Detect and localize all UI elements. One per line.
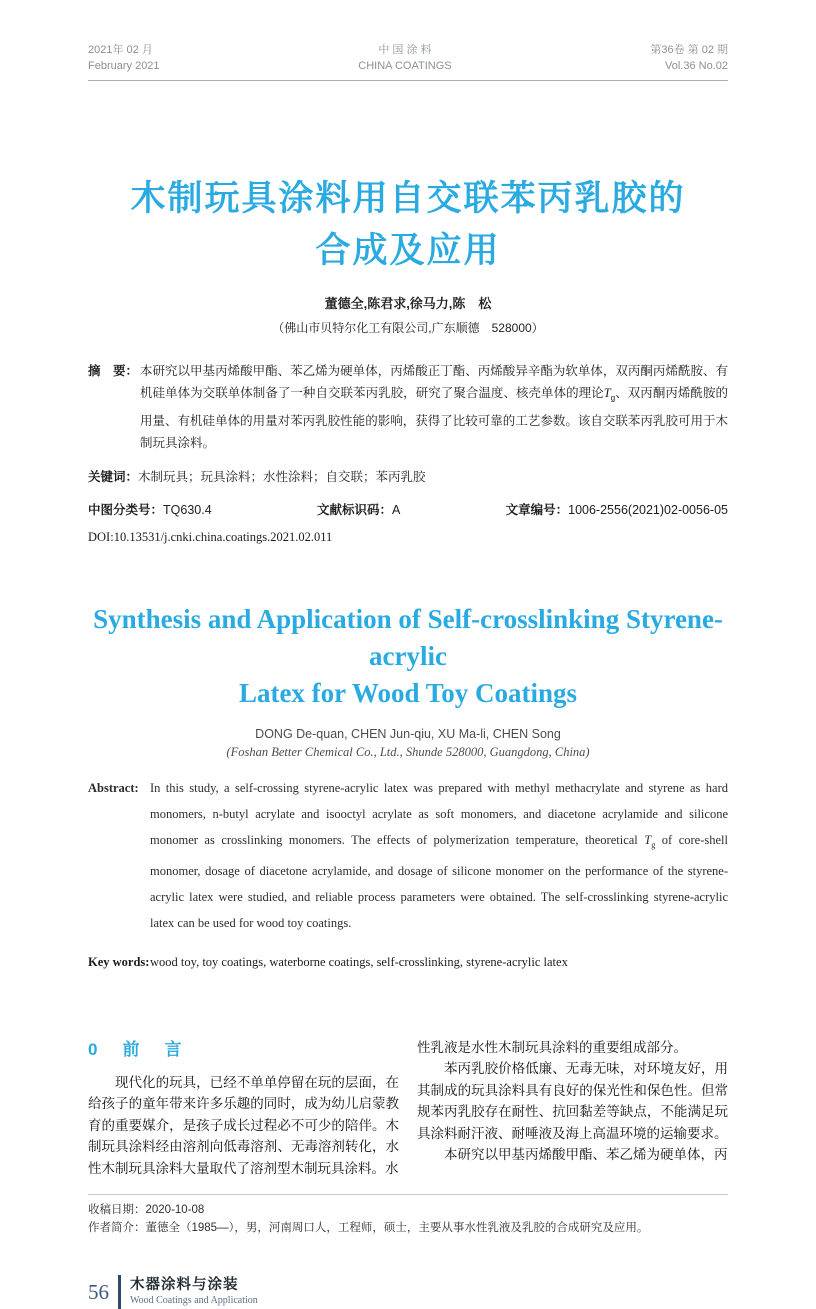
author-bio-line xyxy=(88,1220,728,1238)
header-volume-info xyxy=(650,42,728,74)
footer-divider-bar xyxy=(118,1275,121,1309)
clc-label: 中图分类号： xyxy=(88,502,164,517)
volume-info-cn: 第36卷 第 02 期 xyxy=(650,44,728,56)
abstract-cn-text-2: 、双丙酮丙烯酰胺的用量、有机硅单体的用量对苯丙乳胶性能的影响，获得了比较可靠的工艺参数。该自交联苯丙乳胶可用于木制玩具涂料。 xyxy=(140,386,728,450)
issue-date-en: February 2021 xyxy=(88,60,160,72)
keywords-en-label: Key words: xyxy=(88,954,150,969)
author-bio-text: 董德全（1985—），男，河南周口人，工程师，硕士，主要从事水性乳液及乳胶的合成研究及应用。 xyxy=(145,1221,649,1234)
issue-date-cn: 2021年 02 月 xyxy=(88,44,153,56)
document-code-label: 文献标识码： xyxy=(316,502,392,517)
affiliation-en: (Foshan Better Chemical Co., Ltd., Shunde 528000, Guangdong, China) xyxy=(226,744,590,759)
abstract-cn xyxy=(88,360,728,454)
clc-value: TQ630.4 xyxy=(163,502,212,517)
abstract-en xyxy=(88,775,728,937)
affiliation-cn: （佛山市贝特尔化工有限公司,广东顺德 528000） xyxy=(272,321,544,335)
footer-column-en: Wood Coatings and Application xyxy=(130,1295,258,1306)
authors-en: DONG De-quan, CHEN Jun-qiu, XU Ma-li, CHEN Song xyxy=(255,726,561,741)
authors-cn: 董德全,陈君求,徐马力,陈 松 xyxy=(324,296,492,311)
tg-subscript: g xyxy=(610,393,616,403)
keywords-cn xyxy=(88,466,728,488)
keywords-cn-text: 木制玩具；玩具涂料；水性涂料；自交联；苯丙乳胶 xyxy=(138,470,426,484)
header-journal-name xyxy=(358,42,451,74)
article-number-value: 1006-2556(2021)02-0056-05 xyxy=(568,502,728,517)
clc-number xyxy=(88,501,212,519)
footer-column-cn: 木器涂料与涂装 xyxy=(130,1277,239,1293)
abstract-en-text-1: In this study, a self-crossing styrene-acrylic latex was prepared with methyl methacrylate and styrene as hard monomers, n-butyl acrylate and isooctyl acrylate as soft monomers, and diacetone acrylamide and silicone monomer as crosslinking monomers. The effects of polymerization temperature, theoretical xyxy=(150,780,728,847)
body-paragraph: 性乳液是水性木制玩具涂料的重要组成部分。 xyxy=(417,1039,687,1055)
document-code-value: A xyxy=(391,502,401,517)
article-title-cn xyxy=(88,173,728,277)
tg-subscript-en: g xyxy=(651,840,656,849)
journal-header xyxy=(88,42,728,81)
abstract-en-text-2: of core-shell monomer, dosage of diacetone acrylamide, and dosage of silicone monomer on the performance of the styrene-acrylic latex were studied, and reliable process parameters were obtained. The self-crosslinking styrene-acrylic latex can be used for wood toy coatings. xyxy=(150,832,728,930)
doi: DOI:10.13531/j.cnki.china.coatings.2021.02.011 xyxy=(88,529,333,544)
abstract-cn-text-1: 本研究以甲基丙烯酸甲酯、苯乙烯为硬单体，丙烯酸正丁酯、丙烯酸异辛酯为软单体，双丙酮丙烯酰胺、有机硅单体为交联单体制备了一种自交联苯丙乳胶，研究了聚合温度、核壳单体的理论 xyxy=(140,364,728,400)
abstract-en-label: Abstract: xyxy=(88,780,139,795)
article-title-en-line1: Synthesis and Application of Self-crosslinking Styrene-acrylic xyxy=(93,603,723,671)
body-paragraph: 苯丙乳胶价格低廉、无毒无味，对环境友好，用其制成的玩具涂料具有良好的保光性和保色性。但常规苯丙乳胶存在耐性、抗回黏差等缺点，不能满足玩具涂料耐汗液、耐唾液及海上高温环境的运输要求。 xyxy=(417,1061,728,1141)
article-title-cn-line2: 合成及应用 xyxy=(315,231,501,270)
body-paragraph: 本研究以甲基丙烯酸甲酯、苯乙烯为硬单体，丙 xyxy=(444,1147,728,1162)
article-number-label: 文章编号： xyxy=(505,502,569,517)
received-date-line xyxy=(88,1202,728,1220)
author-bio-label: 作者简介： xyxy=(88,1221,146,1234)
received-date-label: 收稿日期： xyxy=(88,1204,146,1216)
body-column-right xyxy=(417,1037,728,1180)
page-number: 56 xyxy=(88,1279,109,1304)
footer-column-title xyxy=(130,1277,258,1307)
tg-symbol-en: T xyxy=(644,832,652,847)
keywords-en xyxy=(88,949,728,975)
keywords-cn-label: 关键词： xyxy=(88,470,139,484)
page-footer xyxy=(88,1275,728,1309)
body-columns xyxy=(88,1037,728,1180)
section-heading-intro: 0 前 言 xyxy=(88,1039,186,1059)
volume-info-en: Vol.36 No.02 xyxy=(665,60,728,72)
article-title-en xyxy=(88,601,728,712)
received-date-value: 2020-10-08 xyxy=(145,1204,205,1216)
journal-name-cn: 中 国 涂 料 xyxy=(378,44,432,56)
header-issue-date xyxy=(88,42,160,74)
tg-symbol: T xyxy=(603,386,611,400)
classification-row xyxy=(88,501,728,519)
article-title-cn-line1: 木制玩具涂料用自交联苯丙乳胶的 xyxy=(130,179,686,218)
keywords-en-text: wood toy, toy coatings, waterborne coatings, self-crosslinking, styrene-acrylic latex xyxy=(150,954,568,969)
article-number xyxy=(506,501,728,519)
footnote-block xyxy=(88,1194,728,1237)
body-paragraph: 现代化的玩具，已经不单单停留在玩的层面，在给孩子的童年带来许多乐趣的同时，成为幼儿启蒙教育的重要媒介，是孩子成长过程必不可少的陪伴。木制玩具涂料经由溶剂向低毒溶剂、无毒溶剂转化，水性木制玩具涂料大量取代了溶剂型木制玩具涂料。水 xyxy=(88,1074,399,1176)
body-column-left xyxy=(88,1037,399,1180)
abstract-cn-label: 摘 要： xyxy=(88,364,139,378)
article-title-en-line2: Latex for Wood Toy Coatings xyxy=(238,677,578,708)
document-code xyxy=(317,501,400,519)
journal-name-en: CHINA COATINGS xyxy=(358,60,452,72)
